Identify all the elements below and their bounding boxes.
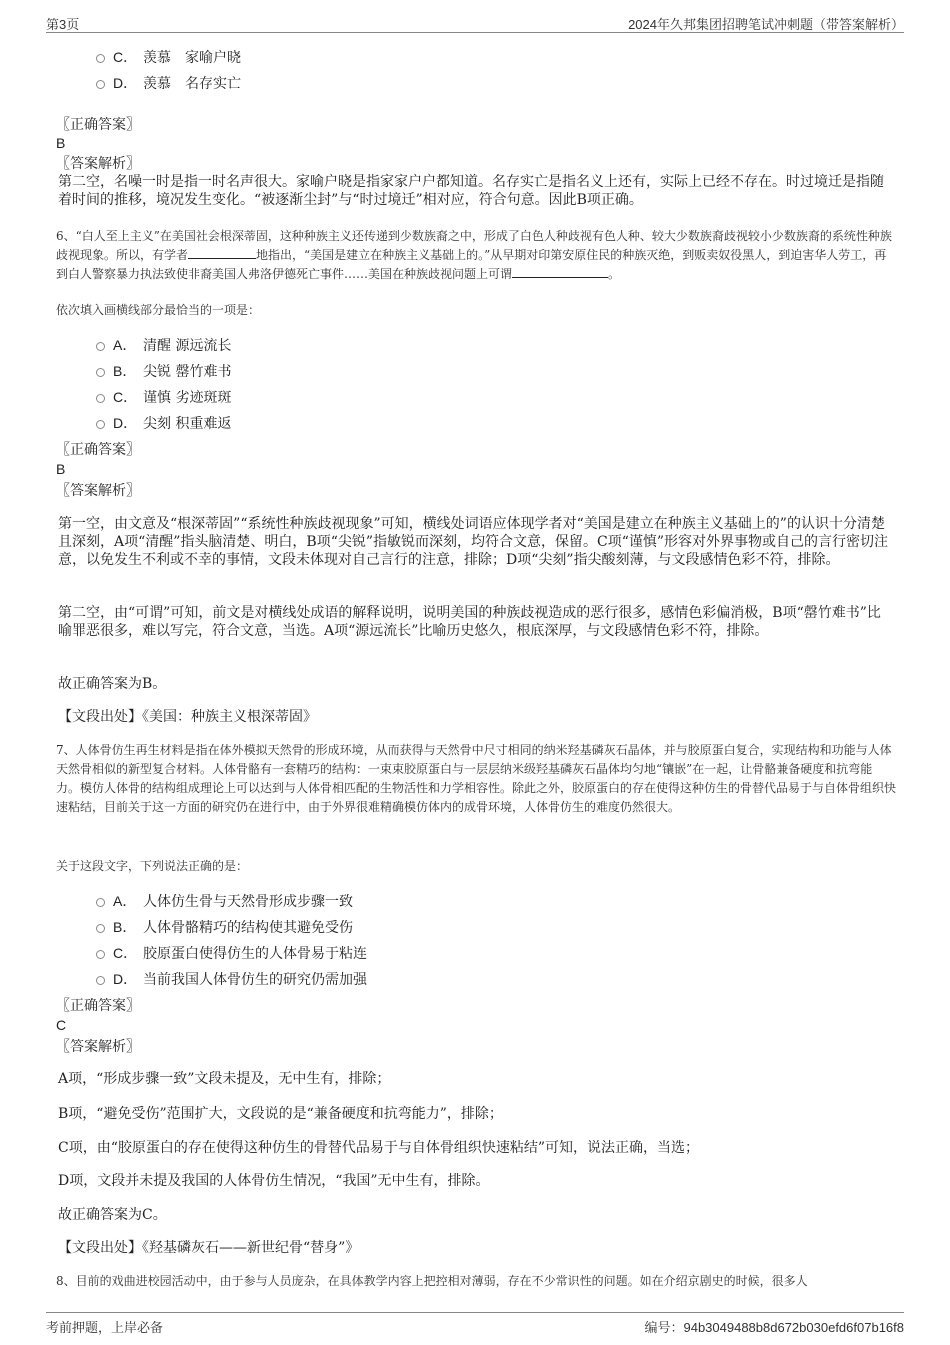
- blank-line: [512, 265, 608, 278]
- q6-answer-label: 〖正确答案〗: [56, 442, 140, 458]
- q6-analysis-label: 〖答案解析〗: [56, 483, 140, 499]
- radio-icon[interactable]: [96, 420, 105, 429]
- q6-conclusion: 故正确答案为B。: [58, 676, 167, 692]
- q7-source: 【文段出处】《羟基磷灰石——新世纪骨“替身”》: [58, 1240, 360, 1256]
- q6-stem: 6、“白人至上主义”在美国社会根深蒂固，这种种族主义还传递到少数族裔之中，形成了白色人种歧视有色人种、较大少数族裔歧视较小少数族裔的系统性种族歧视现象。所以，有学者 地指出，“美国是建立在种族主义基础上的。”从早期对印第安原住民的种族灭绝，到贩卖奴役黑人，到迫害华人劳工，再到白人警察暴力执法致使非裔美国人弗洛伊德死亡事件……美国在种族歧视问题上可谓 。: [56, 229, 892, 281]
- q7-analysis-label: 〖答案解析〗: [56, 1039, 140, 1055]
- radio-icon[interactable]: [96, 924, 105, 933]
- q6-analysis-para2: 第二空，由“可谓”可知，前文是对横线处成语的解释说明，说明美国的种族歧视造成的恶行很多，感情色彩偏消极，B项“罄竹难书”比喻罪恶很多，难以写完，符合文意，当选。A项“源远流长”比喻历史悠久，根底深厚，与文段感情色彩不符，排除。: [58, 605, 881, 639]
- q7-answer-label: 〖正确答案〗: [56, 998, 140, 1014]
- q7-answer: C: [56, 1017, 67, 1033]
- q7-analysis-a: A项，“形成步骤一致”文段未提及，无中生有，排除；: [58, 1071, 391, 1087]
- q6-analysis-para1: 第一空，由文意及“根深蒂固”“系统性种族歧视现象”可知，横线处词语应体现学者对“美国是建立在种族主义基础上的”的认识十分清楚且深刻，A项“清醒”指头脑清楚、明白，B项“尖锐”指敏锐而深刻，均符合文意，保留。C项“谨慎”形容对外界事物或自己的言行密切注意，以免发生不利或不幸的事情，文段未体现对自己言行的注意，排除；D项“尖刻”指尖酸刻薄，与文段感情色彩不符，排除。: [58, 516, 889, 568]
- q5-option-d[interactable]: D． 羡慕 名存实亡: [96, 72, 241, 94]
- radio-icon[interactable]: [96, 394, 105, 403]
- radio-icon[interactable]: [96, 976, 105, 985]
- q5-answer-label: 〖正确答案〗: [56, 117, 140, 133]
- q7-conclusion: 故正确答案为C。: [58, 1207, 167, 1223]
- radio-icon[interactable]: [96, 368, 105, 377]
- q7-option-c[interactable]: C． 胶原蛋白使得仿生的人体骨易于粘连: [96, 942, 367, 964]
- q8-stem: 8、目前的戏曲进校园活动中，由于参与人员庞杂，在具体教学内容上把控相对薄弱，存在不少常识性的问题。如在介绍京剧史的时候，很多人: [56, 1274, 808, 1288]
- q7-analysis-d: D项，文段并未提及我国的人体骨仿生情况，“我国”无中生有，排除。: [58, 1173, 490, 1189]
- q6-prompt: 依次填入画横线部分最恰当的一项是：: [56, 303, 261, 317]
- radio-icon[interactable]: [96, 342, 105, 351]
- document-id: 编号：94b3049488b8d672b030efd6f07b16f8: [644, 1320, 904, 1335]
- q5-option-c[interactable]: C． 羡慕 家喻户晓: [96, 46, 241, 68]
- q6-option-a[interactable]: A． 清醒 源远流长: [96, 334, 231, 356]
- q7-stem: 7、人体骨仿生再生材料是指在体外模拟天然骨的形成环境，从而获得与天然骨中尺寸相同的纳米羟基磷灰石晶体，并与胶原蛋白复合，实现结构和功能与人体天然骨相似的新型复合材料。人体骨骼有一套精巧的结构：一束束胶原蛋白与一层层纳米级羟基磷灰石晶体均匀地“镶嵌”在一起，让骨骼兼备硬度和抗弯能力。模仿人体骨的结构组成理论上可以达到与人体骨相匹配的生物活性和力学相容性。除此之外，胶原蛋白的存在使得这种仿生的骨替代品易于与自体骨组织快速粘结，目前关于这一方面的研究仍在进行中，由于外界很难精确模仿体内的成骨环境，人体骨仿生的难度仍然很大。: [56, 743, 897, 814]
- q7-option-b[interactable]: B． 人体骨骼精巧的结构使其避免受伤: [96, 916, 353, 938]
- document-title: 2024年久邦集团招聘笔试冲刺题（带答案解析）: [628, 17, 904, 32]
- radio-icon[interactable]: [96, 80, 105, 89]
- q6-source: 【文段出处】《美国：种族主义根深蒂固》: [58, 709, 317, 725]
- q6-answer: B: [56, 461, 66, 477]
- page-number: 第3页: [46, 17, 80, 32]
- q7-option-d[interactable]: D． 当前我国人体骨仿生的研究仍需加强: [96, 968, 367, 990]
- radio-icon[interactable]: [96, 950, 105, 959]
- q6-option-c[interactable]: C． 谨慎 劣迹斑斑: [96, 386, 231, 408]
- q5-analysis-label: 〖答案解析〗: [56, 156, 140, 172]
- q6-option-b[interactable]: B． 尖锐 罄竹难书: [96, 360, 231, 382]
- q7-prompt: 关于这段文字，下列说法正确的是：: [56, 859, 249, 873]
- q6-option-d[interactable]: D． 尖刻 积重难返: [96, 412, 231, 434]
- page-footer: [46, 1312, 904, 1335]
- q7-analysis-c: C项，由“胶原蛋白的存在使得这种仿生的骨替代品易于与自体骨组织快速粘结”可知，说法正确，当选；: [58, 1140, 700, 1156]
- footer-slogan: 考前押题，上岸必备: [46, 1320, 164, 1335]
- q5-analysis: 第二空，名噪一时是指一时名声很大。家喻户晓是指家家户户都知道。名存实亡是指名义上还有，实际上已经不存在。时过境迁是指随着时间的推移，境况发生变化。“被逐渐尘封”与“时过境迁”相对应，符合句意。因此B项正确。: [58, 174, 884, 208]
- radio-icon[interactable]: [96, 898, 105, 907]
- radio-icon[interactable]: [96, 54, 105, 63]
- blank-line: [188, 246, 256, 259]
- q5-answer: B: [56, 135, 66, 151]
- q7-analysis-b: B项，“避免受伤”范围扩大，文段说的是“兼备硬度和抗弯能力”，排除；: [58, 1106, 503, 1122]
- q7-option-a[interactable]: A． 人体仿生骨与天然骨形成步骤一致: [96, 890, 353, 912]
- page-header: [46, 12, 904, 33]
